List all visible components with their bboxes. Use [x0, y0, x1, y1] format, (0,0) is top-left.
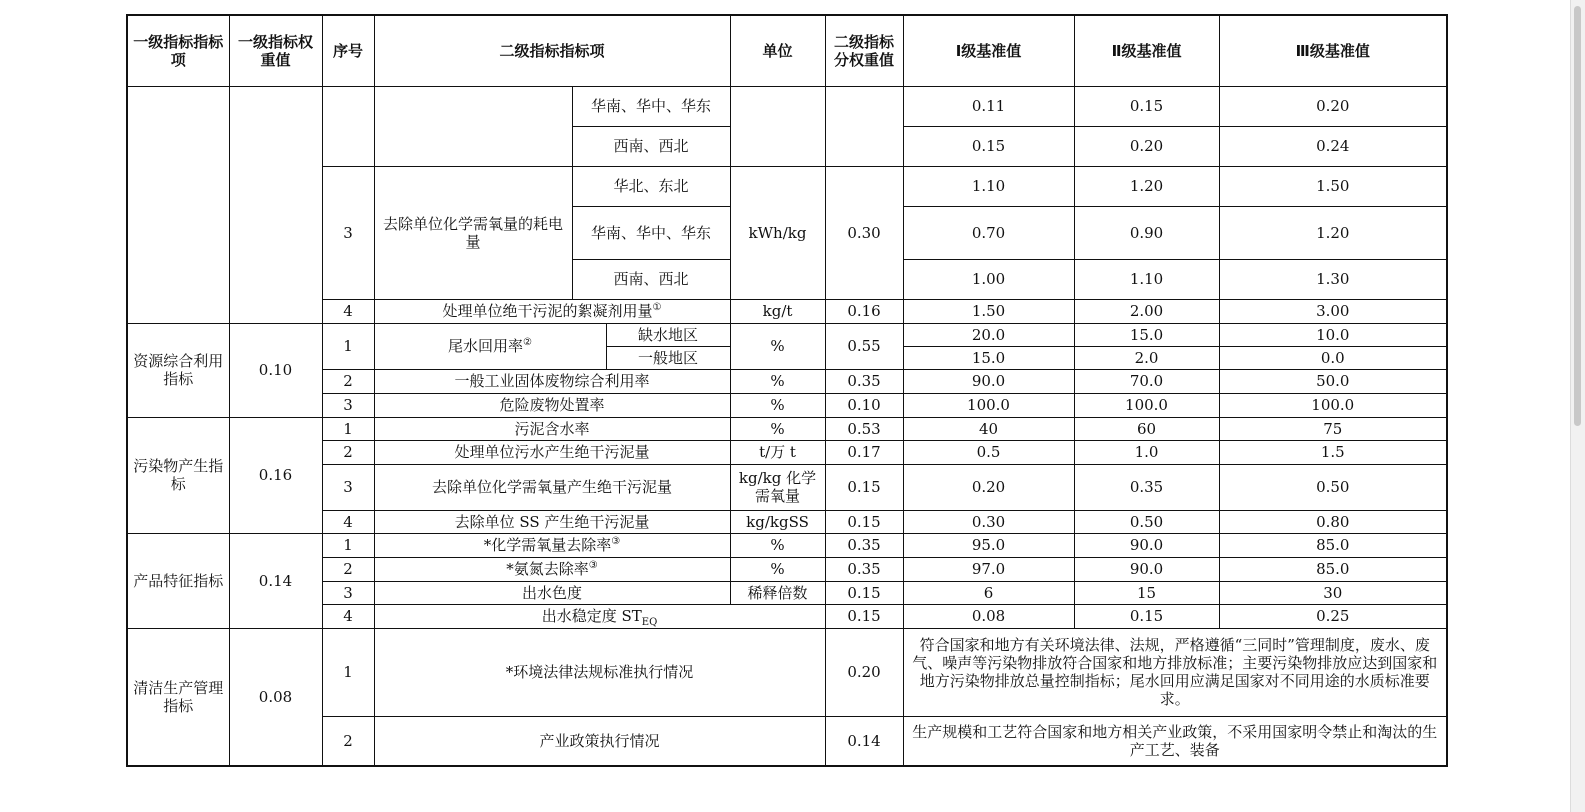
- level3-value: 75: [1219, 417, 1447, 440]
- level1-value: 0.08: [903, 604, 1074, 628]
- unit-cell: t/万 t: [730, 440, 825, 464]
- unit-cell: %: [730, 393, 825, 417]
- level2-value: 0.50: [1074, 510, 1219, 533]
- secondary-item-cell: 危险废物处置率: [374, 393, 730, 417]
- secondary-item-cell: 一般工业固体废物综合利用率: [374, 369, 730, 393]
- region-cell: 华北、东北: [572, 166, 730, 206]
- number-cell: 3: [322, 166, 374, 299]
- number-cell: 4: [322, 604, 374, 628]
- level2-value: 0.15: [1074, 86, 1219, 126]
- footnote-mark: ②: [523, 337, 532, 348]
- secondary-item-cell: 出水色度: [374, 581, 730, 604]
- level2-value: 0.20: [1074, 126, 1219, 166]
- unit-cell: %: [730, 323, 825, 369]
- weight-cell: 0.15: [825, 464, 903, 510]
- weight-cell: 0.15: [825, 581, 903, 604]
- level1-value: 0.5: [903, 440, 1074, 464]
- level1-value: 0.70: [903, 206, 1074, 259]
- level1-value: 95.0: [903, 533, 1074, 557]
- region-cell: 缺水地区: [606, 323, 730, 346]
- level1-value: 90.0: [903, 369, 1074, 393]
- number-cell: 3: [322, 581, 374, 604]
- level3-value: 0.50: [1219, 464, 1447, 510]
- number-cell: 1: [322, 417, 374, 440]
- scrollbar-thumb[interactable]: [1574, 6, 1581, 426]
- region-cell: 西南、西北: [572, 259, 730, 299]
- col-header-number: 序号: [322, 15, 374, 86]
- level3-value: 100.0: [1219, 393, 1447, 417]
- level1-value: 0.11: [903, 86, 1074, 126]
- unit-cell: %: [730, 369, 825, 393]
- requirement-text: 生产规模和工艺符合国家和地方相关产业政策，不采用国家明令禁止和淘汰的生产工艺、装备: [903, 716, 1447, 766]
- number-cell: 3: [322, 393, 374, 417]
- secondary-item-cell: [374, 299, 730, 323]
- level3-value: 0.0: [1219, 346, 1447, 369]
- weight-cell: 0.16: [825, 299, 903, 323]
- table-row: [127, 369, 1447, 393]
- level1-value: 1.10: [903, 166, 1074, 206]
- number-cell: 2: [322, 369, 374, 393]
- secondary-item-cell: 处理单位污水产生绝干污泥量: [374, 440, 730, 464]
- table-row: [127, 417, 1447, 440]
- table-row: [127, 533, 1447, 557]
- table-row: [127, 464, 1447, 510]
- weight-cell: 0.35: [825, 557, 903, 581]
- table-row: [127, 323, 1447, 346]
- level1-value: 40: [903, 417, 1074, 440]
- primary-weight-cell: 0.08: [229, 628, 322, 766]
- level2-value: 2.00: [1074, 299, 1219, 323]
- level2-value: 70.0: [1074, 369, 1219, 393]
- level2-value: 15: [1074, 581, 1219, 604]
- number-cell: 2: [322, 440, 374, 464]
- number-cell: 4: [322, 299, 374, 323]
- level2-value: 2.0: [1074, 346, 1219, 369]
- weight-cell: 0.53: [825, 417, 903, 440]
- weight-cell: 0.14: [825, 716, 903, 766]
- level3-value: 1.30: [1219, 259, 1447, 299]
- level1-value: 0.15: [903, 126, 1074, 166]
- level2-value: 1.20: [1074, 166, 1219, 206]
- unit-cell: kg/t: [730, 299, 825, 323]
- table-row: [127, 86, 1447, 126]
- level1-value: 15.0: [903, 346, 1074, 369]
- level3-value: 1.50: [1219, 166, 1447, 206]
- table-row: [127, 510, 1447, 533]
- secondary-item-cell: [374, 604, 825, 628]
- level1-value: 6: [903, 581, 1074, 604]
- secondary-item-cell: 去除单位 SS 产生绝干污泥量: [374, 510, 730, 533]
- item-name: *氨氮去除率: [506, 560, 589, 578]
- level3-value: 85.0: [1219, 557, 1447, 581]
- weight-cell: 0.17: [825, 440, 903, 464]
- number-cell: 1: [322, 628, 374, 716]
- level2-value: 1.10: [1074, 259, 1219, 299]
- primary-weight-cell: 0.10: [229, 323, 322, 417]
- col-header-secondary-weight: 二级指标分权重值: [825, 15, 903, 86]
- level3-value: 3.00: [1219, 299, 1447, 323]
- level1-value: 1.00: [903, 259, 1074, 299]
- item-name: *化学需氧量去除率: [483, 536, 612, 554]
- secondary-item-cell: [374, 557, 730, 581]
- weight-cell: 0.35: [825, 369, 903, 393]
- col-header-unit: 单位: [730, 15, 825, 86]
- primary-weight-cell: [229, 86, 322, 323]
- number-cell: 4: [322, 510, 374, 533]
- subscript: EQ: [641, 617, 658, 628]
- secondary-item-cell: 去除单位化学需氧量的耗电量: [374, 166, 572, 299]
- table-row: [127, 440, 1447, 464]
- col-header-primary-weight: 一级指标权重值: [229, 15, 322, 86]
- level2-value: 90.0: [1074, 557, 1219, 581]
- secondary-item-cell: *环境法律法规标准执行情况: [374, 628, 825, 716]
- level3-value: 85.0: [1219, 533, 1447, 557]
- item-name: 出水稳定度 ST: [541, 607, 642, 625]
- unit-cell: kg/kgSS: [730, 510, 825, 533]
- unit-cell: [730, 86, 825, 166]
- primary-item-cell: 资源综合利用指标: [127, 323, 229, 417]
- number-cell: 2: [322, 716, 374, 766]
- footnote-mark: ③: [588, 560, 598, 571]
- level3-value: 0.24: [1219, 126, 1447, 166]
- number-cell: 1: [322, 323, 374, 369]
- secondary-item-cell: 去除单位化学需氧量产生绝干污泥量: [374, 464, 730, 510]
- number-cell: 3: [322, 464, 374, 510]
- col-header-level2: Ⅱ级基准值: [1074, 15, 1219, 86]
- col-header-level1: Ⅰ级基准值: [903, 15, 1074, 86]
- table-row: [127, 581, 1447, 604]
- level2-value: 0.15: [1074, 604, 1219, 628]
- table-row: [127, 557, 1447, 581]
- number-cell: 2: [322, 557, 374, 581]
- unit-cell: 稀释倍数: [730, 581, 825, 604]
- col-header-primary-item: 一级指标指标项: [127, 15, 229, 86]
- item-name: 处理单位绝干污泥的絮凝剂用量: [442, 302, 653, 320]
- level1-value: 1.50: [903, 299, 1074, 323]
- level2-value: 60: [1074, 417, 1219, 440]
- footnote-mark: ③: [611, 536, 621, 547]
- level3-value: 50.0: [1219, 369, 1447, 393]
- secondary-item-cell: [374, 533, 730, 557]
- level2-value: 0.35: [1074, 464, 1219, 510]
- level1-value: 20.0: [903, 323, 1074, 346]
- table-row: [127, 604, 1447, 628]
- table-row: [127, 166, 1447, 206]
- unit-cell: kg/kg 化学需氧量: [730, 464, 825, 510]
- primary-item-cell: 污染物产生指标: [127, 417, 229, 533]
- level2-value: 100.0: [1074, 393, 1219, 417]
- unit-cell: %: [730, 533, 825, 557]
- level2-value: 15.0: [1074, 323, 1219, 346]
- weight-cell: [825, 86, 903, 166]
- weight-cell: 0.30: [825, 166, 903, 299]
- region-cell: 一般地区: [606, 346, 730, 369]
- footnote-mark: ①: [652, 302, 662, 313]
- secondary-item-cell: [374, 323, 606, 369]
- table-header-row: [127, 15, 1447, 86]
- unit-cell: %: [730, 417, 825, 440]
- primary-item-cell: 清洁生产管理指标: [127, 628, 229, 766]
- secondary-item-cell: 污泥含水率: [374, 417, 730, 440]
- requirement-text: 符合国家和地方有关环境法律、法规，严格遵循“三同时”管理制度，废水、废气、噪声等污染物排放符合国家和地方排放标准；主要污染物排放应达到国家和地方污染物排放总量控制指标；尾水回用应满足国家对不同用途的水质标准要求。: [903, 628, 1447, 716]
- table-row: [127, 716, 1447, 766]
- primary-weight-cell: 0.16: [229, 417, 322, 533]
- level3-value: 0.80: [1219, 510, 1447, 533]
- level1-value: 97.0: [903, 557, 1074, 581]
- unit-cell: kWh/kg: [730, 166, 825, 299]
- weight-cell: 0.55: [825, 323, 903, 369]
- indicator-table: [126, 14, 1448, 767]
- col-header-secondary-item: 二级指标指标项: [374, 15, 730, 86]
- level1-value: 0.20: [903, 464, 1074, 510]
- table-row: [127, 628, 1447, 716]
- level3-value: 10.0: [1219, 323, 1447, 346]
- col-header-level3: Ⅲ级基准值: [1219, 15, 1447, 86]
- region-cell: 西南、西北: [572, 126, 730, 166]
- level3-value: 0.20: [1219, 86, 1447, 126]
- table-row: [127, 393, 1447, 417]
- weight-cell: 0.15: [825, 510, 903, 533]
- weight-cell: 0.15: [825, 604, 903, 628]
- secondary-item-cell: 产业政策执行情况: [374, 716, 825, 766]
- primary-item-cell: 产品特征指标: [127, 533, 229, 628]
- primary-item-cell: [127, 86, 229, 323]
- region-cell: 华南、华中、华东: [572, 206, 730, 259]
- level3-value: 0.25: [1219, 604, 1447, 628]
- level3-value: 1.20: [1219, 206, 1447, 259]
- table-row: [127, 299, 1447, 323]
- primary-weight-cell: 0.14: [229, 533, 322, 628]
- secondary-item-cell: [374, 86, 572, 166]
- unit-cell: %: [730, 557, 825, 581]
- number-cell: 1: [322, 533, 374, 557]
- number-cell: [322, 86, 374, 166]
- item-name: 尾水回用率: [448, 337, 524, 355]
- weight-cell: 0.20: [825, 628, 903, 716]
- level3-value: 30: [1219, 581, 1447, 604]
- level2-value: 90.0: [1074, 533, 1219, 557]
- vertical-scrollbar[interactable]: [1570, 0, 1585, 812]
- level3-value: 1.5: [1219, 440, 1447, 464]
- region-cell: 华南、华中、华东: [572, 86, 730, 126]
- level2-value: 1.0: [1074, 440, 1219, 464]
- level1-value: 0.30: [903, 510, 1074, 533]
- weight-cell: 0.35: [825, 533, 903, 557]
- level2-value: 0.90: [1074, 206, 1219, 259]
- level1-value: 100.0: [903, 393, 1074, 417]
- weight-cell: 0.10: [825, 393, 903, 417]
